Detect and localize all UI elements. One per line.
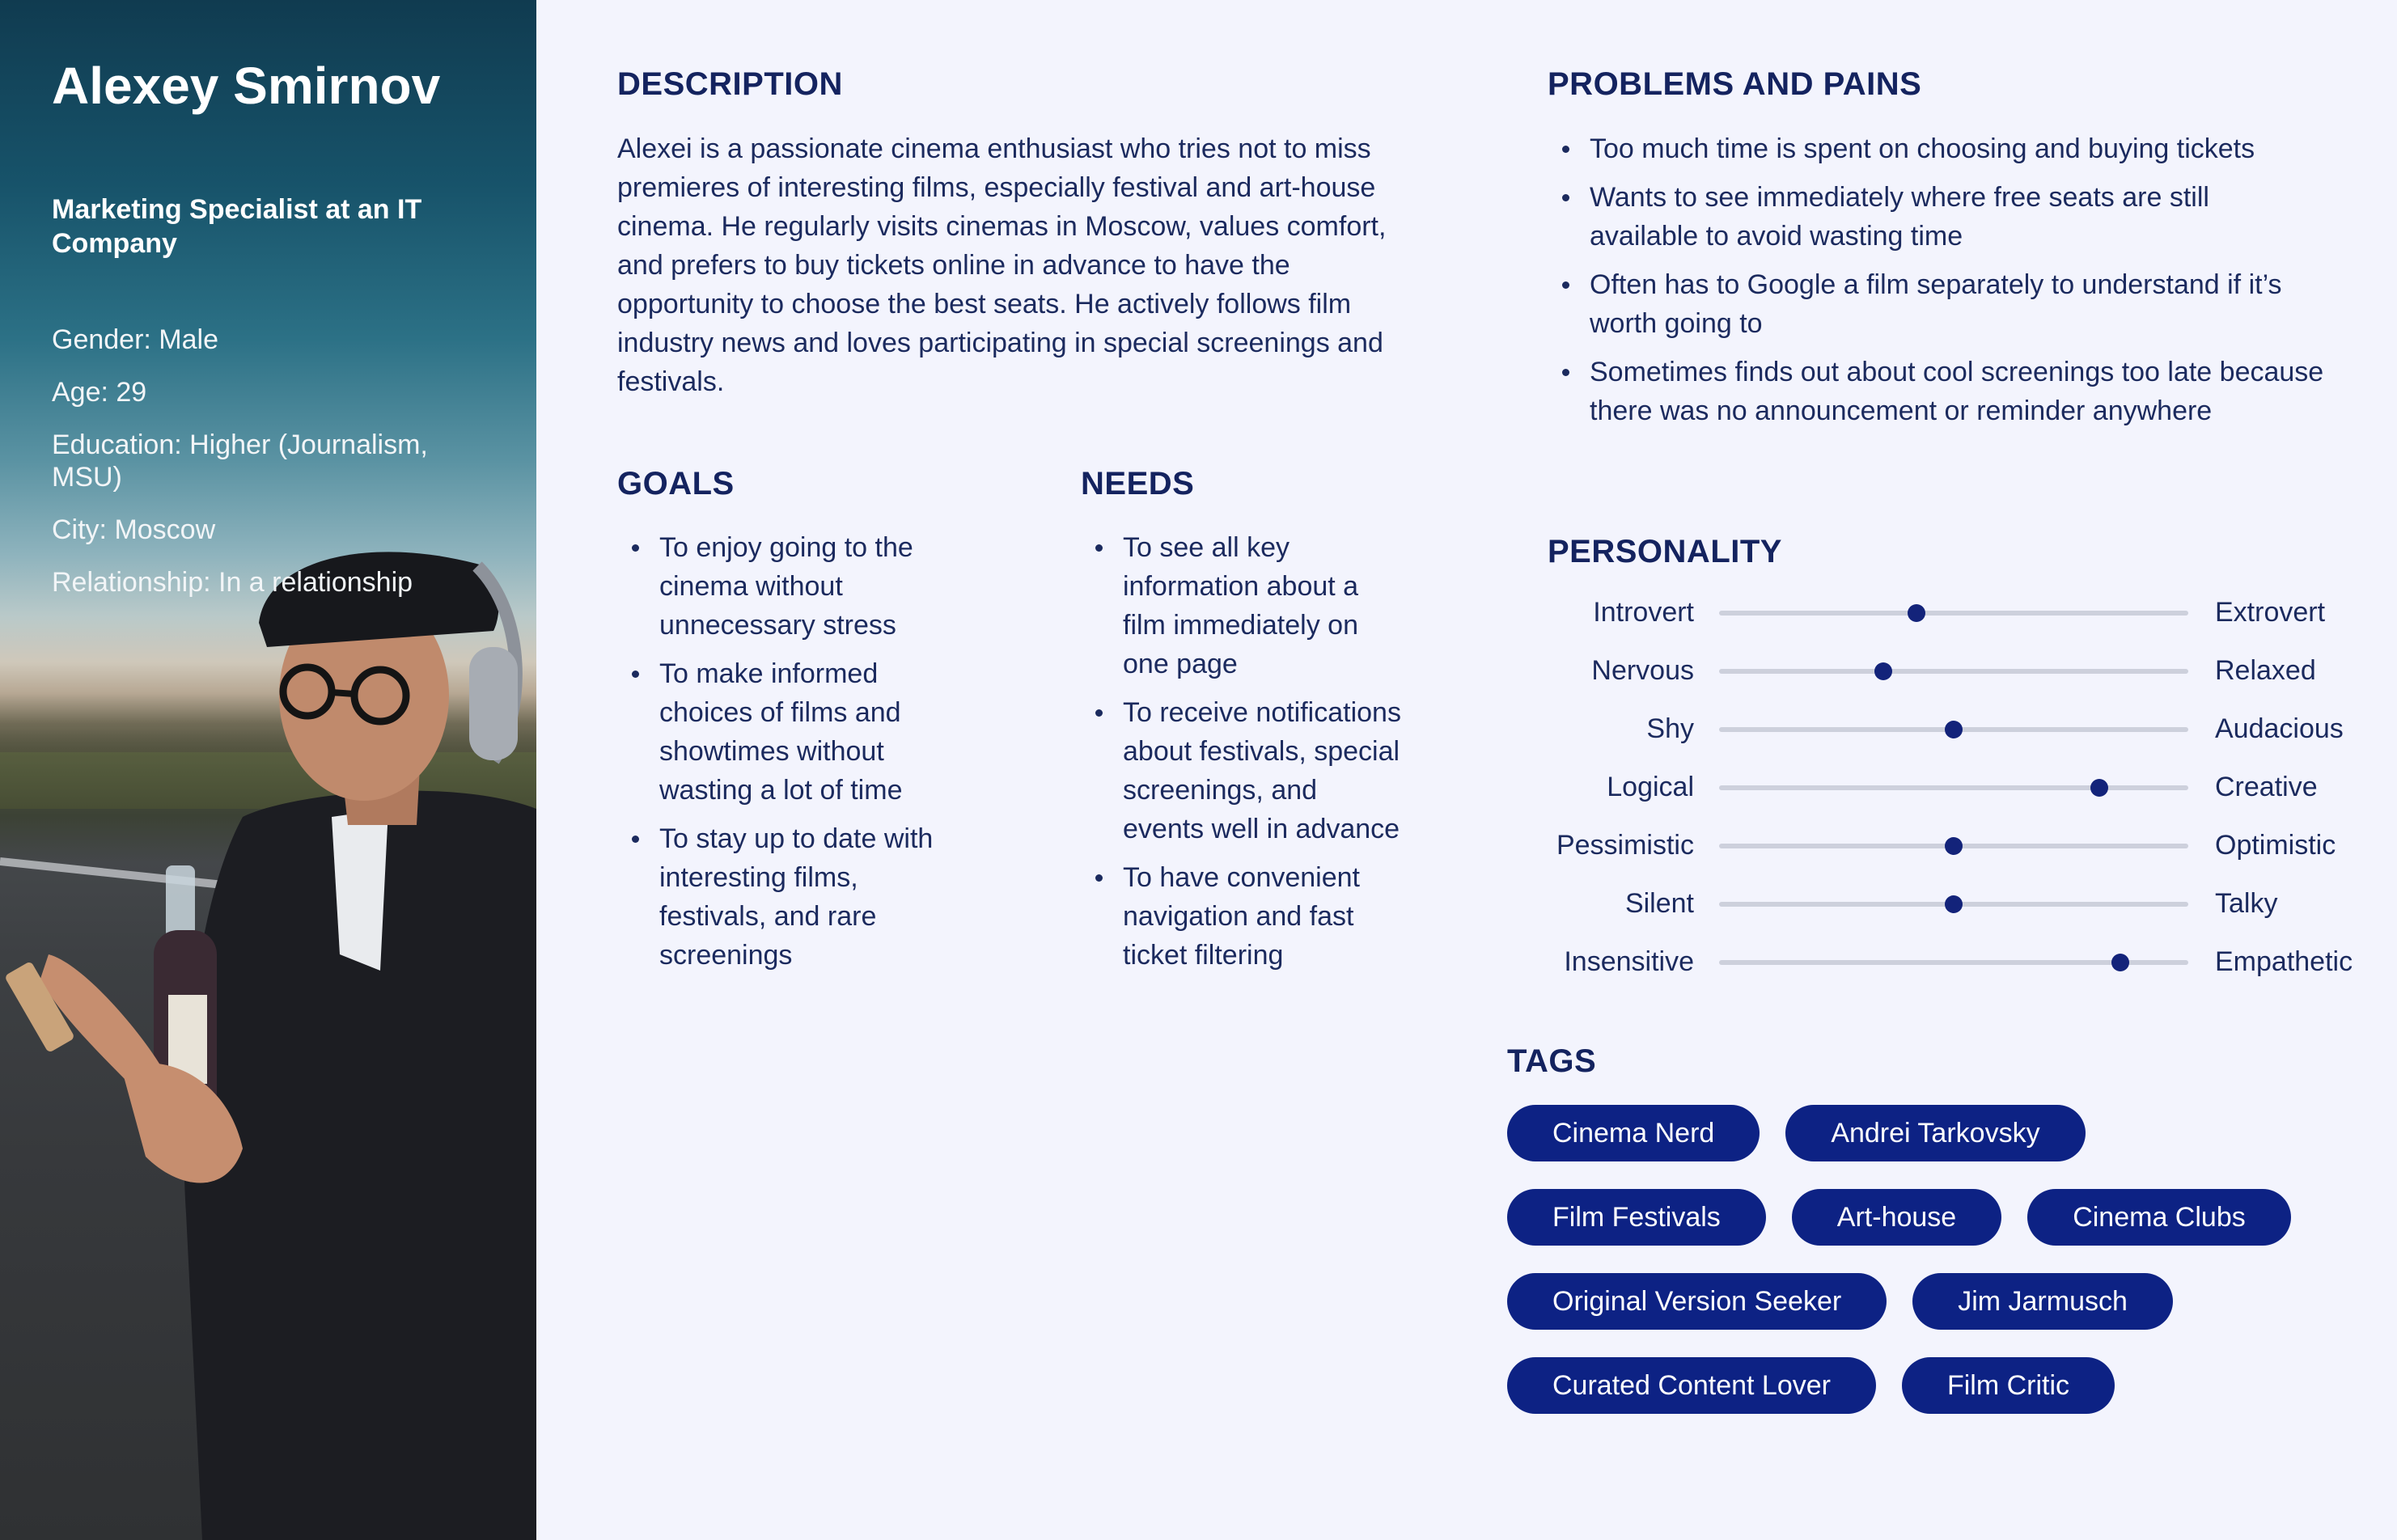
persona-name: Alexey Smirnov — [52, 57, 441, 115]
profile-panel — [0, 0, 536, 1540]
trait-left-label: Insensitive — [1564, 946, 1694, 977]
trait-left-label: Nervous — [1591, 655, 1694, 686]
trait-left-label: Introvert — [1593, 597, 1694, 628]
personality-row — [1537, 651, 2386, 690]
problems-heading: PROBLEMS AND PAINS — [1548, 66, 1922, 102]
trait-slider-track — [1719, 669, 2188, 674]
needs-heading: NEEDS — [1081, 466, 1195, 501]
tag-row — [1507, 1357, 2357, 1414]
list-item: To enjoy going to the cinema without unnecessary stress — [617, 528, 957, 645]
fact-gender: Gender: Male — [52, 324, 218, 355]
list-item: To receive notifications about festivals, special screenings, and events well in advance — [1081, 693, 1404, 848]
fact-relationship: Relationship: In a relationship — [52, 567, 413, 598]
trait-right-label: Talky — [2215, 888, 2278, 919]
trait-slider-knob — [2090, 779, 2108, 797]
trait-slider-knob — [1945, 837, 1963, 855]
personality-row — [1537, 942, 2386, 981]
tag-chip: Art-house — [1792, 1189, 2001, 1246]
problems-list — [1548, 129, 2324, 440]
trait-slider-track — [1719, 785, 2188, 790]
trait-slider-knob — [1874, 662, 1892, 680]
fact-city: City: Moscow — [52, 514, 216, 545]
trait-slider-track — [1719, 727, 2188, 732]
tag-chip: Film Festivals — [1507, 1189, 1766, 1246]
personality-row — [1537, 768, 2386, 806]
fact-education: Education: Higher (Journalism, MSU) — [52, 429, 428, 493]
list-item: To see all key information about a film immediately on one page — [1081, 528, 1404, 683]
trait-right-label: Optimistic — [2215, 830, 2336, 861]
trait-right-label: Extrovert — [2215, 597, 2326, 628]
trait-right-label: Relaxed — [2215, 655, 2316, 686]
personality-row — [1537, 884, 2386, 923]
trait-slider-knob — [1945, 721, 1963, 738]
tag-row — [1507, 1273, 2357, 1330]
tag-chip: Jim Jarmusch — [1912, 1273, 2173, 1330]
trait-slider-track — [1719, 611, 2188, 616]
trait-right-label: Audacious — [2215, 713, 2344, 744]
fact-age: Age: 29 — [52, 377, 147, 408]
tag-row — [1507, 1189, 2357, 1246]
trait-slider-track — [1719, 844, 2188, 848]
trait-slider-track — [1719, 960, 2188, 965]
tag-chip: Film Critic — [1902, 1357, 2115, 1414]
list-item: To make informed choices of films and showtimes without wasting a lot of time — [617, 654, 957, 810]
trait-slider-knob — [1945, 895, 1963, 913]
trait-left-label: Shy — [1646, 713, 1694, 744]
tags-heading: TAGS — [1507, 1043, 1597, 1079]
tag-chip: Cinema Clubs — [2027, 1189, 2291, 1246]
list-item: To have convenient navigation and fast ticket filtering — [1081, 858, 1404, 975]
tag-chip: Original Version Seeker — [1507, 1273, 1887, 1330]
needs-list — [1081, 528, 1404, 984]
trait-slider-knob — [2111, 954, 2129, 971]
list-item: To stay up to date with interesting films, festivals, and rare screenings — [617, 819, 957, 975]
list-item: Wants to see immediately where free seats are still available to avoid wasting time — [1548, 178, 2324, 256]
personality-row — [1537, 709, 2386, 748]
list-item: Often has to Google a film separately to understand if it’s worth going to — [1548, 265, 2324, 343]
tags-list — [1507, 1105, 2357, 1441]
description-heading: DESCRIPTION — [617, 66, 843, 102]
tag-chip: Andrei Tarkovsky — [1785, 1105, 2085, 1161]
tag-chip: Cinema Nerd — [1507, 1105, 1760, 1161]
persona-facts — [52, 324, 505, 619]
trait-slider-track — [1719, 902, 2188, 907]
trait-slider-knob — [1908, 604, 1925, 622]
trait-right-label: Creative — [2215, 772, 2318, 802]
list-item: Sometimes finds out about cool screenings too late because there was no announcement or reminder anywhere — [1548, 353, 2324, 430]
description-text: Alexei is a passionate cinema enthusiast who tries not to miss premieres of interesting films, especially festival and art-house cinema. He regularly visits cinemas in Moscow, values comfort, and prefers to buy tickets online in advance to have the opportunity to choose the best seats. He actively follows film industry news and loves participating in special screenings and festivals. — [617, 133, 1387, 397]
personality-heading: PERSONALITY — [1548, 534, 1782, 569]
goals-list — [617, 528, 957, 984]
trait-right-label: Empathetic — [2215, 946, 2353, 977]
trait-left-label: Silent — [1624, 888, 1694, 919]
tag-row — [1507, 1105, 2357, 1161]
list-item: Too much time is spent on choosing and buying tickets — [1548, 129, 2324, 168]
personality-row — [1537, 593, 2386, 632]
persona-role: Marketing Specialist at an IT Company — [52, 194, 422, 259]
goals-heading: GOALS — [617, 466, 735, 501]
trait-left-label: Pessimistic — [1556, 830, 1694, 861]
trait-left-label: Logical — [1607, 772, 1694, 802]
personality-row — [1537, 826, 2386, 865]
tag-chip: Curated Content Lover — [1507, 1357, 1876, 1414]
